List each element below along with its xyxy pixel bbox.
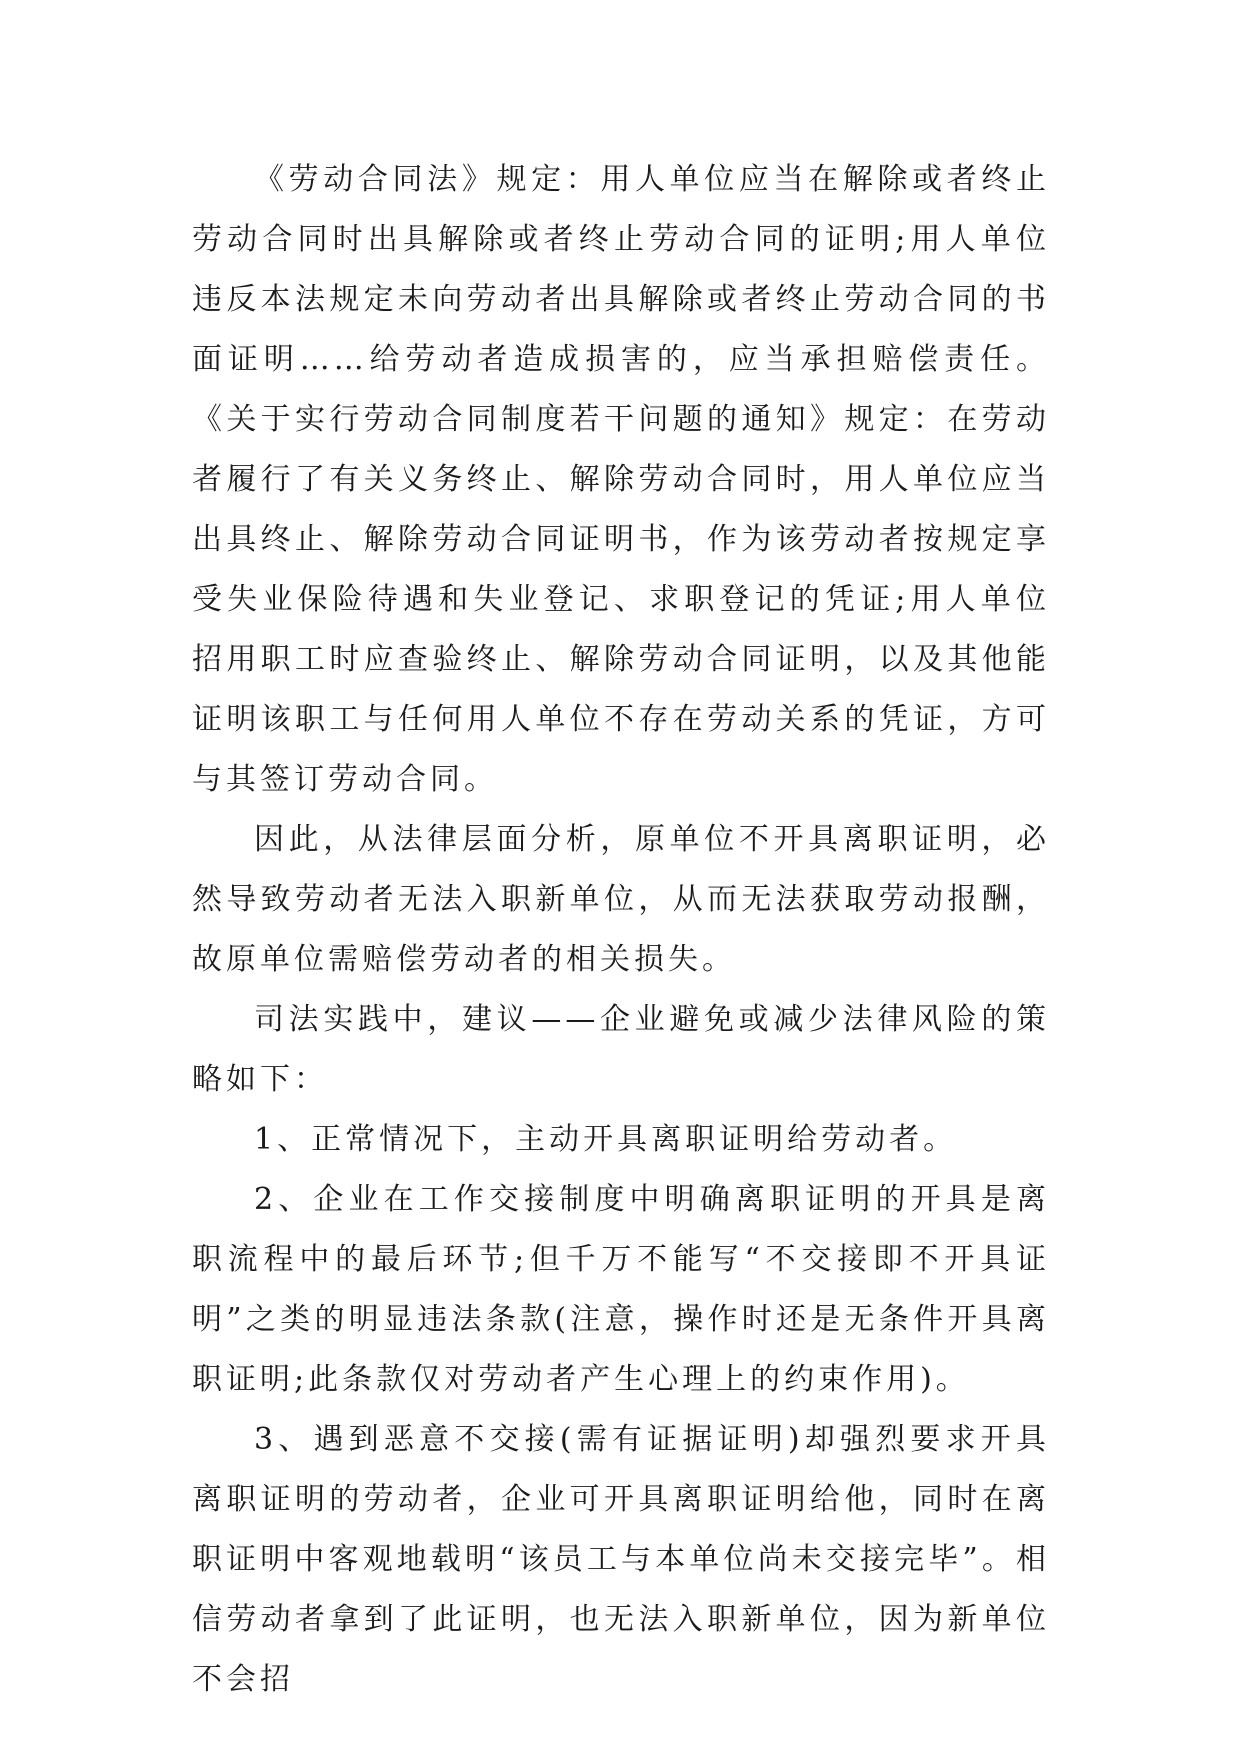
- paragraph-labor-contract-law: 《劳动合同法》规定：用人单位应当在解除或者终止劳动合同时出具解除或者终止劳动合同的证明;用人单位违反本法规定未向劳动者出具解除或者终止劳动合同的书面证明……给劳动者造成损害的，应当承担赔偿责任。《关于实行劳动合同制度若干问题的通知》规定：在劳动者履行了有关义务终止、解除劳动合同时，用人单位应当出具终止、解除劳动合同证明书，作为该劳动者按规定享受失业保险待遇和失业登记、求职登记的凭证;用人单位招用职工时应查验终止、解除劳动合同证明，以及其他能证明该职工与任何用人单位不存在劳动关系的凭证，方可与其签订劳动合同。: [192, 162, 1050, 797]
- paragraph-strategy-2: 2、企业在工作交接制度中明确离职证明的开具是离职流程中的最后环节;但千万不能写“不交接即不开具证明”之类的明显违法条款(注意，操作时还是无条件开具离职证明;此条款仅对劳动者产生心理上的约束作用)。: [192, 1182, 1050, 1397]
- paragraph-legal-analysis: 因此，从法律层面分析，原单位不开具离职证明，必然导致劳动者无法入职新单位，从而无法获取劳动报酬，故原单位需赔偿劳动者的相关损失。: [192, 822, 1050, 977]
- paragraph-strategy-3: 3、遇到恶意不交接(需有证据证明)却强烈要求开具离职证明的劳动者，企业可开具离职证明给他，同时在离职证明中客观地载明“该员工与本单位尚未交接完毕”。相信劳动者拿到了此证明，也无法入职新单位，因为新单位不会招: [192, 1422, 1050, 1697]
- document-page: [192, 150, 1050, 1710]
- paragraph-strategy-1: 1、正常情况下，主动开具离职证明给劳动者。: [254, 1122, 958, 1157]
- paragraph-strategy-intro: 司法实践中，建议——企业避免或减少法律风险的策略如下：: [192, 1002, 1050, 1097]
